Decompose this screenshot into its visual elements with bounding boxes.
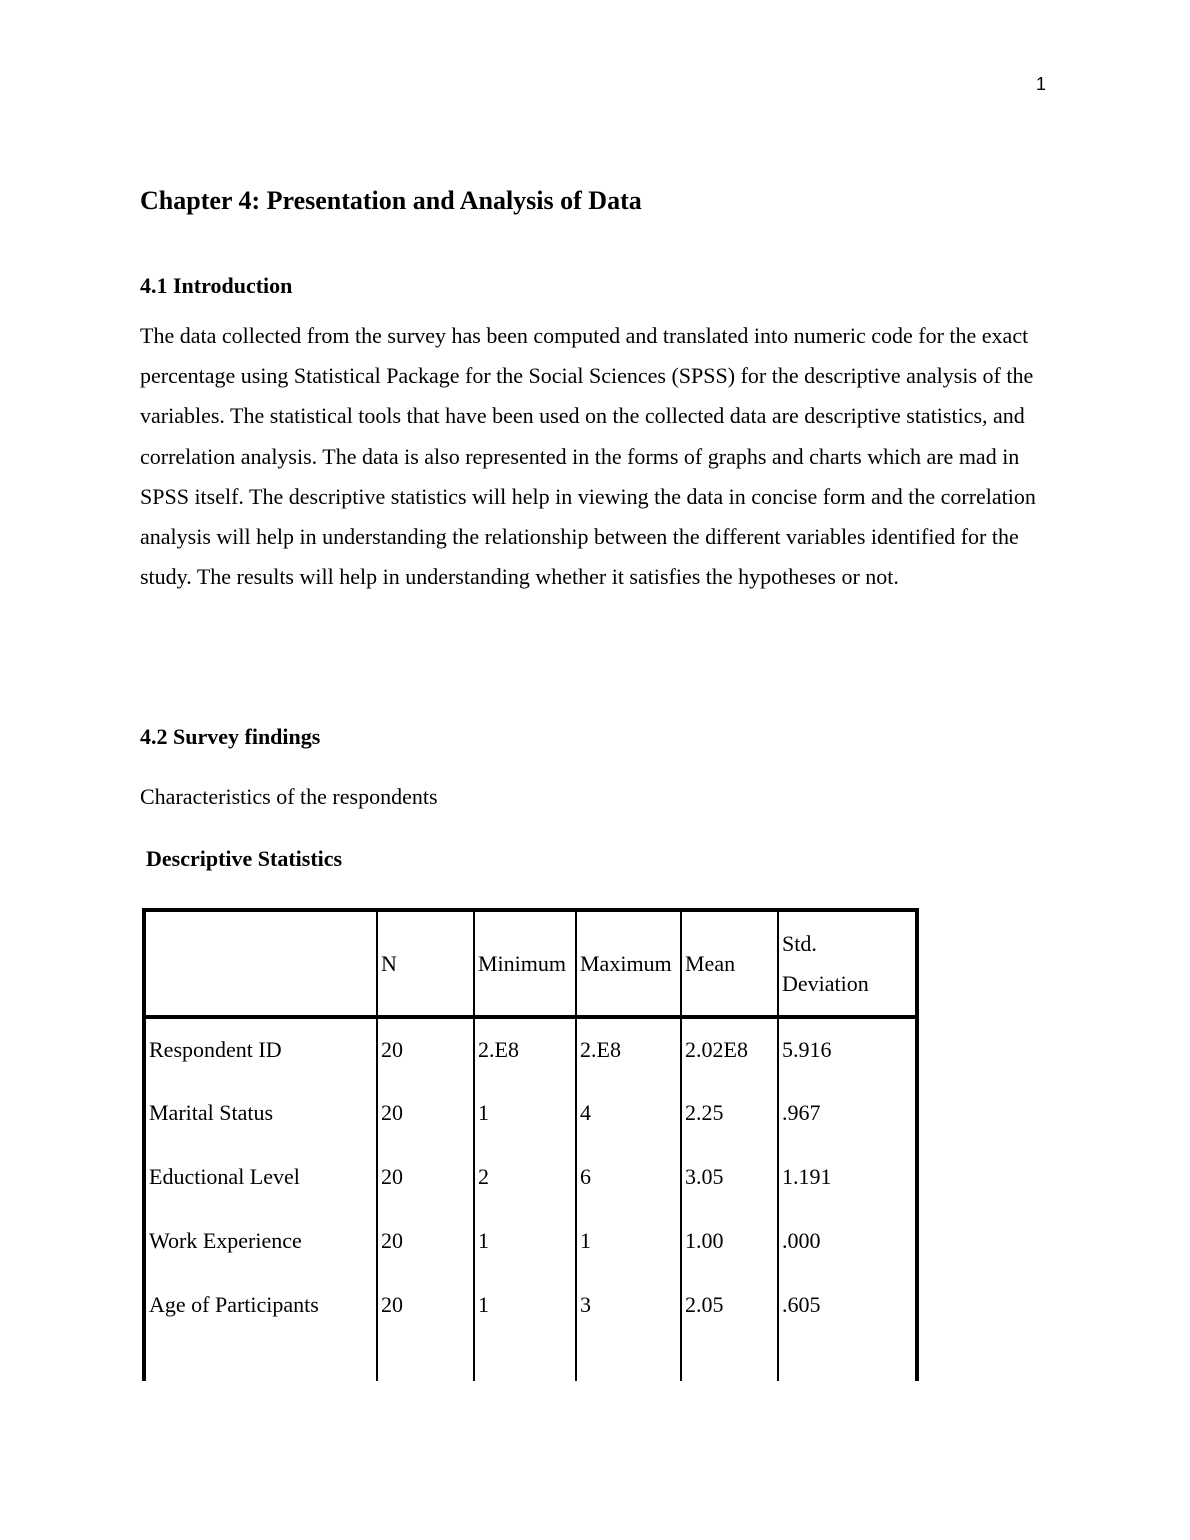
chapter-title: Chapter 4: Presentation and Analysis of Data — [140, 186, 642, 215]
table-row — [144, 1145, 917, 1209]
table-continuation-row — [144, 1337, 917, 1381]
table-row — [144, 1017, 917, 1081]
cell-maximum: 1 — [576, 1209, 681, 1273]
descriptive-statistics-table — [142, 908, 919, 1381]
cell-n: 20 — [377, 1273, 474, 1337]
empty-cell — [144, 1337, 377, 1381]
page-number: 1 — [1036, 74, 1047, 94]
cell-variable: Marital Status — [144, 1081, 377, 1145]
cell-std-deviation: 1.191 — [778, 1145, 917, 1209]
cell-maximum: 6 — [576, 1145, 681, 1209]
cell-n: 20 — [377, 1209, 474, 1273]
cell-mean: 3.05 — [681, 1145, 778, 1209]
header-maximum: Maximum — [576, 910, 681, 1017]
section-heading-survey-findings: 4.2 Survey findings — [140, 724, 321, 749]
empty-cell — [377, 1337, 474, 1381]
cell-maximum: 3 — [576, 1273, 681, 1337]
cell-variable: Work Experience — [144, 1209, 377, 1273]
cell-variable: Respondent ID — [144, 1017, 377, 1081]
empty-cell — [576, 1337, 681, 1381]
cell-std-deviation: .000 — [778, 1209, 917, 1273]
header-std-line1: Std. — [782, 930, 817, 956]
cell-variable: Age of Participants — [144, 1273, 377, 1337]
header-std-deviation — [778, 910, 917, 1017]
cell-minimum: 2.E8 — [474, 1017, 576, 1081]
cell-minimum: 1 — [474, 1273, 576, 1337]
cell-mean: 1.00 — [681, 1209, 778, 1273]
cell-mean: 2.02E8 — [681, 1017, 778, 1081]
table-title: Descriptive Statistics — [146, 846, 343, 871]
empty-cell — [474, 1337, 576, 1381]
table-header-row — [144, 910, 917, 1017]
cell-variable: Eductional Level — [144, 1145, 377, 1209]
cell-minimum: 2 — [474, 1145, 576, 1209]
cell-n: 20 — [377, 1017, 474, 1081]
empty-cell — [778, 1337, 917, 1381]
header-mean: Mean — [681, 910, 778, 1017]
cell-std-deviation: .967 — [778, 1081, 917, 1145]
cell-minimum: 1 — [474, 1209, 576, 1273]
respondents-subtitle: Characteristics of the respondents — [140, 784, 438, 809]
section-heading-introduction: 4.1 Introduction — [140, 273, 293, 298]
empty-cell — [681, 1337, 778, 1381]
cell-mean: 2.05 — [681, 1273, 778, 1337]
table-row — [144, 1273, 917, 1337]
cell-std-deviation: 5.916 — [778, 1017, 917, 1081]
table-row — [144, 1081, 917, 1145]
cell-maximum: 4 — [576, 1081, 681, 1145]
cell-mean: 2.25 — [681, 1081, 778, 1145]
cell-maximum: 2.E8 — [576, 1017, 681, 1081]
cell-n: 20 — [377, 1145, 474, 1209]
header-std-line2: Deviation — [782, 970, 869, 996]
header-minimum: Minimum — [474, 910, 576, 1017]
header-variable — [144, 910, 377, 1017]
table-row — [144, 1209, 917, 1273]
cell-n: 20 — [377, 1081, 474, 1145]
cell-std-deviation: .605 — [778, 1273, 917, 1337]
introduction-paragraph: The data collected from the survey has been computed and translated into numeric code for the exact percentage using Statistical Package for the Social Sciences (SPSS) for the descriptive analysis of the variables. The statistical tools that have been used on the collected data are descriptive statistics, and correlation analysis. The data is also represented in the forms of graphs and charts which are mad in SPSS itself. The descriptive statistics will help in viewing the data in concise form and the correlation analysis will help in understanding the relationship between the different variables identified for the study. The results will help in understanding whether it satisfies the hypotheses or not. — [140, 323, 1036, 590]
cell-minimum: 1 — [474, 1081, 576, 1145]
header-n: N — [377, 910, 474, 1017]
